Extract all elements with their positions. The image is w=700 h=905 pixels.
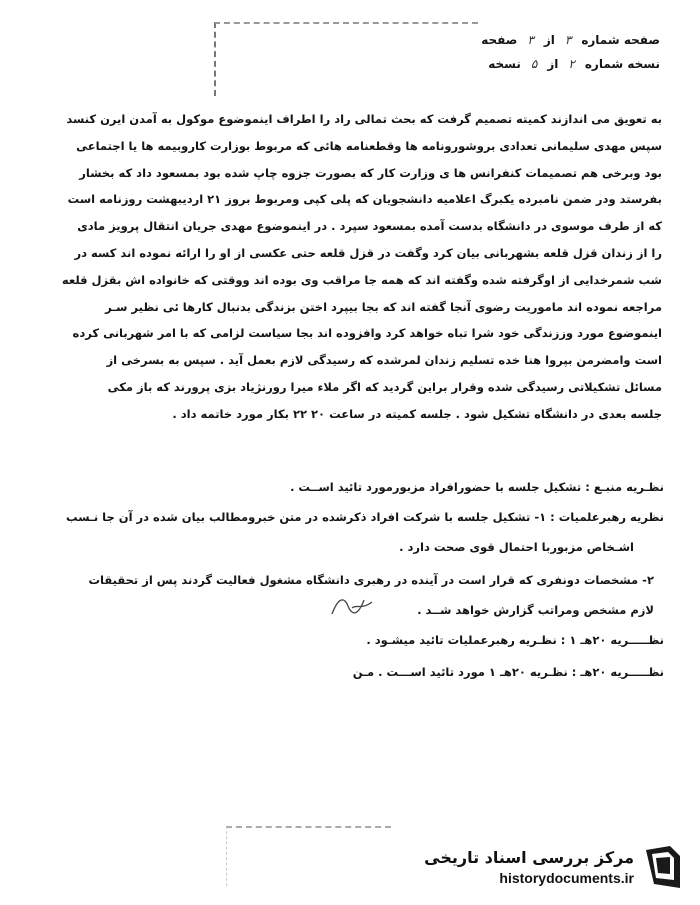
assessment-20h: نظـــــریه ۲۰هـ : نظـریه ۲۰هـ ۱ مورد تائید اســـت . مـن [352, 665, 664, 679]
handwritten-signature [328, 592, 376, 620]
body-line: بفرستد ودر ضمن نامبرده یکبرگ اعلامیه دانشجویان که پلی کپی ومربوط بروز ۲۱ اردیبهشت روزنامه است [67, 192, 662, 207]
page-number-row [240, 28, 660, 52]
copy-of-label: از [547, 57, 559, 71]
page-copy-info [240, 28, 660, 76]
body-line: به تعویق می اندازند کمیته تصمیم گرفت که بحث تمالی راد را اطراف اینموضوع موکول به آمدن ایرن کنسد [66, 112, 662, 126]
logo-url: historydocuments.ir [499, 870, 634, 886]
assessment-20h1: نظـــــریه ۲۰هـ ۱ : نظـریه رهبرعملیات تائید میشـود . [366, 633, 664, 647]
copy-word: نسخه [488, 57, 521, 71]
page-number-value: ۳ [564, 33, 572, 47]
body-line: بود وبرخی هم تصمیمات کنفرانس ها ی وزارت کار که بصورت جزوه چاپ شده بود بمسعود داد که بخشار [79, 165, 662, 180]
copy-total-value: ۵ [530, 57, 538, 71]
operations-leader-assessment-2-cont: لازم مشخص ومراتب گزارش خواهد شــد . [417, 603, 654, 617]
operations-leader-assessment-1-cont: اشـخاص مزبوربا احتمال قوی صحت دارد . [399, 540, 634, 554]
logo-emblem-icon [640, 844, 684, 892]
copy-number-label: نسخه شماره [584, 57, 660, 71]
copy-number-row [240, 52, 660, 76]
page-of-label: از [543, 33, 555, 47]
source-assessment: نظـریه منبـع : تشکیل جلسه با حضورافراد مزبورمورد تائید اســت . [290, 480, 664, 494]
page-total-value: ۳ [527, 33, 534, 47]
archive-logo [396, 842, 684, 894]
page-word: صفحه [481, 33, 518, 47]
body-line: اینموضوع مورد وززندگی خود شرا تباه خواهد کرد وافزوده اند بجا سیاست لزامی که با امر شهربانی کرده [72, 326, 662, 341]
copy-number-value: ۲ [568, 57, 575, 71]
report-body [27, 106, 662, 428]
body-line: مسائل تشکیلاتی رسیدگی شده وقرار براین گردید که اگر ملاء میرا رورنژیاد بزی پرورند که باز مکی [107, 379, 662, 394]
operations-leader-assessment-2: ۲- مشخصات دونفری که قرار است در آینده در رهبری دانشگاه مشغول فعالیت گردند پس از تحقیقات [88, 573, 654, 587]
body-line: مراجعه نموده اند ماموریت رضوی آنجا گفته اند که بجا بیپرد اختن بزندگی بدنبال کارها ئی نظیر سـر [105, 299, 662, 314]
bottom-stamp-box [226, 826, 391, 886]
page-number-label: صفحه شماره [581, 33, 660, 47]
body-line: است وامضرمن بپروا هنا خده تسلیم زندان لمرشده که رسیدگی لازم بعمل آید . سپس به بسرخی از [106, 353, 662, 368]
logo-text [424, 848, 634, 888]
body-line: را از زندان قزل قلعه بشهربانی بیان کرد وگفت در قزل قلعه حتی عکسی از او را ارائه نموده اند کسه در [74, 245, 662, 260]
body-line: سپس مهدی سلیمانی تعدادی بروشورونامه ها وقطعنامه هائی که مربوط بوزارت کاروبیمه ها یا اجتماعی [76, 138, 662, 153]
logo-title: مرکز بررسی اسناد تاریخی [424, 848, 634, 867]
body-line: شب شمرخدایی از اوگرفته شده وگفته اند که همه جا مراقب وی بوده اند ووقتی که خانواده اش بقزل قلعه [61, 272, 662, 287]
body-line: که از طرف موسوی در دانشگاه بدست آمده بمسعود سپرد . در اینموضوع مهدی جریان انتقال پرویز مادی [77, 219, 662, 234]
operations-leader-assessment-1: نظریه رهبرعلمیات : ۱- تشکیل جلسه با شرکت افراد ذکرشده در متن خبرومطالب بیان شده در آن جا نـسب [66, 510, 664, 524]
body-line: جلسه بعدی در دانشگاه تشکیل شود . جلسه کمیته در ساعت ۲۰ ۲۲ بکار مورد خاتمه داد . [172, 406, 662, 421]
